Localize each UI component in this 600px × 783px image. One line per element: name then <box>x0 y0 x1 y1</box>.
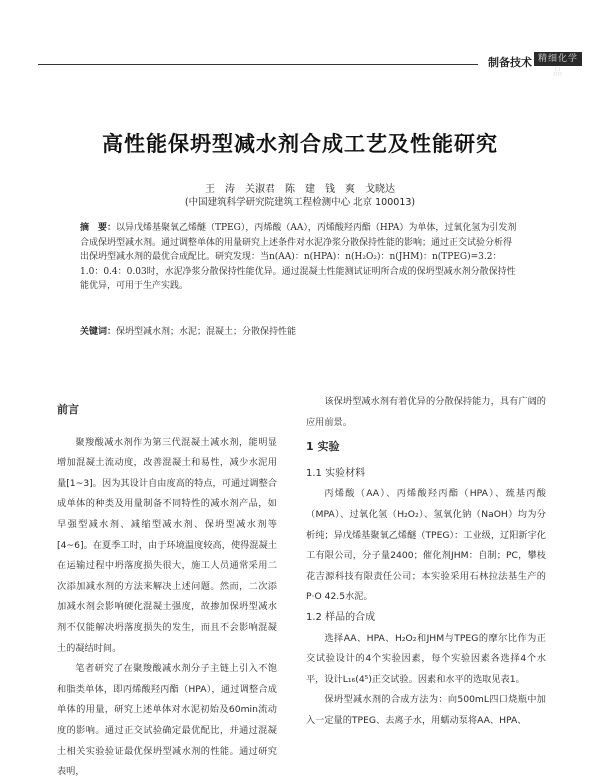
authors: 王 涛 关淑君 陈 建 钱 爽 戈晓达 <box>205 184 395 195</box>
keywords <box>80 324 517 337</box>
abstract <box>80 221 517 294</box>
section-heading-experiment: 1 实验 <box>306 440 340 454</box>
abstract-label: 摘 要： <box>80 223 117 233</box>
abstract-text: 以异戊烯基聚氧乙烯醚（TPEG），丙烯酸（AA），丙烯酸羟丙酯（HPA）为单体，过氧化氢为引发剂合成保坍型减水剂。通过调整单体的用量研究上述条件对水泥净浆分散保持性能的影响；通过正交试验分析得出保坍型减水剂的最优合成配比。研究发现：当n(AA)：n(HPA)：n(H₂O₂)：n(JHM)：n(TPEG)=3.2：1.0：0.4：0.03时，水泥净浆分散保持性能优异。通过混凝土性能测试证明所合成的保坍型减水剂分散保持性能优异，可用于生产实践。 <box>80 223 517 292</box>
paper-title: 高性能保坍型减水剂合成工艺及性能研究 <box>102 132 498 156</box>
paragraph: 丙烯酸（AA）、丙烯酸羟丙酯（HPA）、巯基丙酸（MPA）、过氧化氢（H₂O₂）、氢氧化钠（NaOH）均为分析纯；异戊烯基聚氧乙烯醚（TPEG）：工业级，辽阳新宇化工有限公司，分子量2400；催化剂JHM：自制；PC，攀枝花吉源科技有限责任公司；本实验采用石林拉法基生产的P·O 42.5水泥。 <box>306 488 546 603</box>
paragraph: 聚羧酸减水剂作为第三代混凝土减水剂，能明显增加混凝土流动度，改善混凝土和易性，减少水泥用量[1~3]。因为其设计自由度高的特点，可通过调整合成单体的种类及用量制备不同特性的减水剂产品，如早强型减水剂、减缩型减水剂、保坍型减水剂等[4~6]。在夏季工时，由于环境温度较高，使得混凝土在运输过程中坍落度损失很大，施工人员通常采用二次添加减水剂的方法来解决上述问题。然而，二次添加减水剂会影响硬化混凝土强度，故掺加保坍型减水剂不仅能解决坍落度损失的发生，而且不会影响混凝土的凝结时间。 <box>57 436 277 654</box>
subsection-heading-materials: 1.1 实验材料 <box>306 467 366 479</box>
left-column <box>57 400 277 783</box>
section-tag: 精细化学品 <box>534 52 582 66</box>
paragraph: 保坍型减水剂的合成方法为：向500mL四口烧瓶中加入一定量的TPEG、去离子水，用蠕动泵将AA、HPA、 <box>306 694 546 726</box>
keywords-label: 关键词： <box>80 327 117 337</box>
paragraph: 该保坍型减水剂有着优异的分散保持能力，具有广阔的应用前景。 <box>306 396 546 428</box>
header-rule <box>38 64 478 65</box>
affiliation: (中国建筑科学研究院建筑工程检测中心 北京 100013) <box>184 197 416 208</box>
subsection-heading-synthesis: 1.2 样品的合成 <box>306 611 376 623</box>
keywords-text: 保坍型减水剂；水泥；混凝土；分散保持性能 <box>116 327 297 337</box>
paragraph: 笔者研究了在聚羧酸减水剂分子主链上引入不饱和脂类单体，即丙烯酸羟丙酯（HPA），通过调整合成单体的用量，研究上述单体对水泥初始及60min流动度的影响。通过正交试验确定最优配比，并通过混凝土相关实验验证最优保坍型减水剂的性能。通过研究表明， <box>57 663 277 778</box>
section-label: 制备技术 <box>488 56 532 69</box>
section-heading-preface: 前言 <box>57 403 79 416</box>
paragraph: 选择AA、HPA、H₂O₂和JHM与TPEG的摩尔比作为正交试验设计的4个实验因素，每个实验因素各选择4个水平，设计L₁₆(4⁵)正交试验。因素和水平的选取见表1。 <box>306 632 546 685</box>
right-column <box>306 392 546 732</box>
